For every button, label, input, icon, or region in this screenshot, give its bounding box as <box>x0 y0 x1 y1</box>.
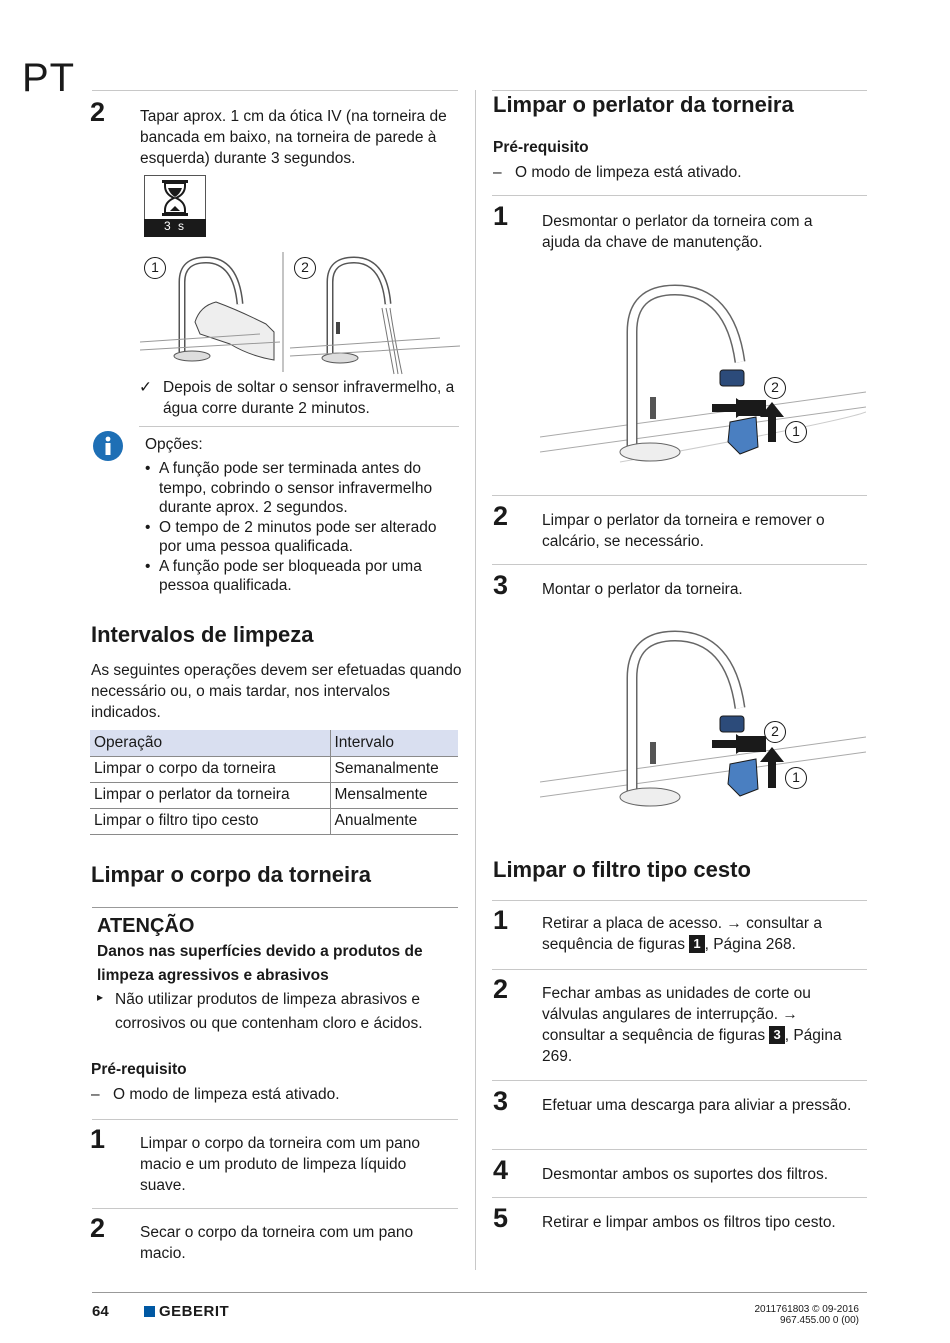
info-item: • O tempo de 2 minutos pode ser alterado por uma pessoa qualificada. <box>145 518 455 557</box>
perlator-removal-figure <box>540 262 866 490</box>
table-cell: Semanalmente <box>330 756 458 782</box>
warning-subtitle: Danos nas superfícies devido a produtos de limpeza agressivos e abrasivos <box>97 943 423 984</box>
table-cell: Limpar o perlator da torneira <box>90 782 330 808</box>
step-number: 2 <box>90 1213 106 1243</box>
step-number: 1 <box>90 1124 106 1154</box>
timer-label: 3 s <box>144 219 206 237</box>
step-number: 3 <box>493 570 509 600</box>
info-item: • A função pode ser terminada antes do tempo, cobrindo o sensor infravermelho durante aprox. 2 segundos. <box>145 459 455 518</box>
divider <box>492 900 867 901</box>
callout-label: 1 <box>785 421 807 443</box>
prereq-label: Pré-requisito <box>493 139 589 156</box>
step-number: 3 <box>493 1086 509 1116</box>
step-text: Retirar e limpar ambos os filtros tipo cesto. <box>542 1214 836 1231</box>
figure-reference: 1 <box>689 935 704 953</box>
callout-label: 2 <box>764 721 786 743</box>
footer-divider <box>92 1292 867 1293</box>
table-header-row <box>90 730 458 756</box>
document-code: 2011761803 © 09-2016 967.455.00 0 (00) <box>754 1304 859 1326</box>
divider <box>139 426 459 427</box>
divider <box>492 1080 867 1081</box>
step-number: 2 <box>90 97 106 127</box>
table-cell: Anualmente <box>330 808 458 834</box>
warning-title: ATENÇÃO <box>97 915 195 937</box>
step-number: 1 <box>493 905 509 935</box>
divider <box>492 1149 867 1150</box>
step-text: Secar o corpo da torneira com um pano macio. <box>140 1224 414 1262</box>
language-code: PT <box>22 56 76 100</box>
divider <box>492 495 867 496</box>
callout-label: 1 <box>785 767 807 789</box>
section-heading: Limpar o corpo da torneira <box>91 862 371 887</box>
intervals-table <box>90 730 458 835</box>
figure-reference: 3 <box>769 1026 784 1044</box>
column-header: Intervalo <box>330 730 458 756</box>
info-title: Opções: <box>145 436 203 453</box>
prereq-text: O modo de limpeza está ativado. <box>515 164 742 181</box>
step-text: Tapar aprox. 1 cm da ótica IV (na torneira de bancada em baixo, na torneira de parede à esquerda) durante 3 segundos. <box>140 108 447 167</box>
section-intro: As seguintes operações devem ser efetuadas quando necessário ou, o mais tardar, nos intervalos indicados. <box>91 662 462 721</box>
divider <box>492 90 867 91</box>
info-item: • A função pode ser bloqueada por uma pessoa qualificada. <box>145 557 455 596</box>
column-header: Operação <box>90 730 330 756</box>
checkmark-icon: ✓ <box>139 379 152 396</box>
divider <box>92 1208 458 1209</box>
step-text: Fechar ambas as unidades de corte ou válvulas angulares de interrupção. → consultar a sequência de figuras 3 , Página 269. <box>542 985 842 1065</box>
info-list <box>145 459 455 596</box>
prereq-label: Pré-requisito <box>91 1061 187 1078</box>
step-number: 5 <box>493 1203 509 1233</box>
perlator-assembly-figure <box>540 612 866 834</box>
divider <box>92 907 458 908</box>
step-number: 4 <box>493 1155 509 1185</box>
brand-logo: GEBERIT <box>144 1303 229 1320</box>
table-cell: Limpar o corpo da torneira <box>90 756 330 782</box>
hourglass-icon <box>145 176 205 220</box>
callout-label: 2 <box>764 377 786 399</box>
divider <box>492 969 867 970</box>
step-number: 1 <box>493 201 509 231</box>
section-heading: Limpar o perlator da torneira <box>493 92 794 117</box>
section-heading: Limpar o filtro tipo cesto <box>493 857 751 882</box>
step-number: 2 <box>493 974 509 1004</box>
table-row <box>90 782 458 808</box>
page-number: 64 <box>92 1303 109 1320</box>
prereq-dash: – <box>91 1086 100 1103</box>
column-divider <box>475 90 476 1270</box>
table-row <box>90 756 458 782</box>
step-result: Depois de soltar o sensor infravermelho, a água corre durante 2 minutos. <box>163 379 455 417</box>
info-icon <box>92 430 124 462</box>
table-cell: Limpar o filtro tipo cesto <box>90 808 330 834</box>
warning-item: Não utilizar produtos de limpeza abrasivos e corrosivos ou que contenham cloro e ácidos. <box>115 991 423 1032</box>
step-text: Desmontar ambos os suportes dos filtros. <box>542 1166 829 1183</box>
step-text: Limpar o perlator da torneira e remover o calcário, se necessário. <box>542 512 825 550</box>
step-text: Desmontar o perlator da torneira com a ajuda da chave de manutenção. <box>542 213 813 251</box>
figure-label: 1 <box>144 257 166 279</box>
table-row <box>90 808 458 834</box>
prereq-dash: – <box>493 164 502 181</box>
step-text: Retirar a placa de acesso. → consultar a sequência de figuras 1 , Página 268. <box>542 915 822 953</box>
step-text: Efetuar uma descarga para aliviar a pressão. <box>542 1097 852 1114</box>
arrow-icon: ▸ <box>97 990 104 1004</box>
divider <box>92 1119 458 1120</box>
divider <box>492 195 867 196</box>
divider <box>492 1197 867 1198</box>
prereq-text: O modo de limpeza está ativado. <box>113 1086 340 1103</box>
figure-label: 2 <box>294 257 316 279</box>
step-text: Montar o perlator da torneira. <box>542 581 743 598</box>
divider <box>92 90 458 91</box>
table-cell: Mensalmente <box>330 782 458 808</box>
step-number: 2 <box>493 501 509 531</box>
section-heading: Intervalos de limpeza <box>91 622 314 647</box>
divider <box>492 564 867 565</box>
step-text: Limpar o corpo da torneira com um pano macio e um produto de limpeza líquido suave. <box>140 1135 421 1194</box>
logo-mark-icon <box>144 1306 155 1317</box>
